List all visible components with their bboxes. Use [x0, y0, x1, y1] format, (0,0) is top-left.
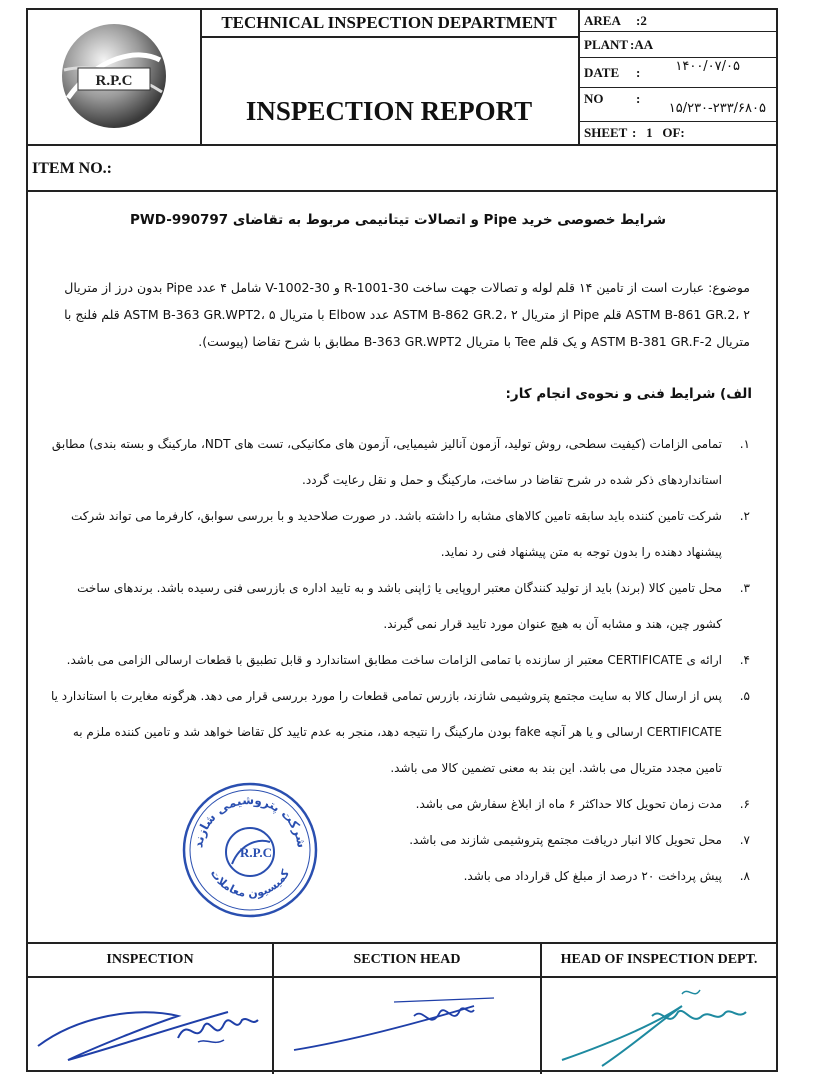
- company-stamp: [180, 780, 320, 920]
- svg-text:کمیسیون معاملات: [208, 867, 293, 900]
- document-subject: موضوع: عبارت است از تامین ۱۴ قلم لوله و تصالات جهت ساخت 30-R-1001 و 30-V-1002 شامل ۴ عدد Pipe بدون درز از متریال ASTM B-861 GR.2، ۲ قلم Pipe از متریال ASTM B-862 GR.2، ۲ عدد Elbow با متریال ASTM B-363 GR.WPT2، ۵ قلم فلنج با متریال ASTM B-381 GR.F-2 و یک قلم Tee با متریال B-363 GR.WPT2 مطابق با شرح تقاضا (پیوست).: [64, 280, 750, 349]
- conditions-list: [50, 426, 750, 894]
- stamp-outer-text: شرکت پتروشیمی شازند: [191, 792, 310, 849]
- list-item-text: ارائه ی CERTIFICATE معتبر از سازنده با تمامی الزامات ساخت مطابق استاندارد و قابل تطبیق با قطعات ارسالی الزامی می باشد.: [66, 653, 722, 667]
- svg-text:شرکت پتروشیمی شازند: [191, 793, 309, 849]
- department-title: TECHNICAL INSPECTION DEPARTMENT: [200, 10, 578, 38]
- stamp-bottom-text: کمیسیون معاملات: [207, 867, 293, 901]
- inspection-signature: [28, 976, 272, 1072]
- list-item-number: ۷.: [739, 833, 750, 847]
- meta-no-row: [578, 88, 776, 122]
- logo-text: R.P.C: [95, 73, 133, 89]
- report-title: INSPECTION REPORT: [245, 96, 533, 126]
- list-item-number: ۲.: [739, 509, 750, 523]
- no-value: ۱۵/۲۳۰-۲۳۳/۶۸۰۵: [668, 101, 766, 116]
- list-item-text: مدت زمان تحویل کالا حداکثر ۶ ماه از ابلاغ سفارش می باشد.: [415, 797, 722, 811]
- head-dept-cell: [542, 944, 776, 1074]
- inspection-cell: [28, 944, 274, 1074]
- list-item-number: ۳.: [739, 581, 750, 595]
- list-item-text: پس از ارسال کالا به سایت مجتمع پتروشیمی شازند، بازرس تمامی قطعات را مورد بررسی قرار می دهد. هرگونه مغایرت با استاندارد یا CERTIFICATE ارسالی و یا هر آنچه fake بودن مارکینگ را نتیجه دهد، منجر به عدم تایید کل تقاضا خواهد شد و تامین کننده ملزم به تامین مجدد متریال می باشد. این بند به معنی تضمین کالا می باشد.: [50, 689, 722, 775]
- inspection-label: INSPECTION: [28, 944, 272, 978]
- signature-table: [28, 942, 776, 1074]
- no-label: NO: [584, 91, 604, 106]
- section-head-label: SECTION HEAD: [274, 944, 540, 978]
- head-dept-signature: [542, 976, 776, 1072]
- stamp-center-text: R.P.C: [239, 845, 273, 860]
- date-value: ۱۴۰۰/۰۷/۰۵: [675, 59, 740, 74]
- list-item: [50, 642, 750, 678]
- list-item: [50, 426, 750, 498]
- list-item: [50, 678, 750, 786]
- plant-label: PLANT: [584, 37, 629, 52]
- head-dept-label: HEAD OF INSPECTION DEPT.: [542, 944, 776, 978]
- list-item-number: ۸.: [739, 869, 750, 883]
- list-item-text: پیش پرداخت ۲۰ درصد از مبلغ کل قرارداد می باشد.: [463, 869, 722, 883]
- document-body: [28, 190, 776, 942]
- meta-table: [578, 10, 776, 144]
- list-item-number: ۵.: [739, 689, 750, 703]
- list-item-text: محل تامین کالا (برند) باید از تولید کنندگان معتبر اروپایی یا ژاپنی باشد و به تایید اداره ی بازرسی فنی رسیده باشد. برندهای ساخت کشور چین، هند و مشابه آن به هیچ عنوان مورد تایید قرار نمی گیرند.: [77, 581, 722, 631]
- document-heading: شرایط خصوصی خرید Pipe و اتصالات تیتانیمی مربوط به تقاضای PWD-990797: [129, 212, 667, 228]
- list-item-number: ۴.: [739, 653, 750, 667]
- list-item-number: ۶.: [739, 797, 750, 811]
- plant-value: :AA: [630, 37, 654, 52]
- sheet-value: : 1 OF:: [632, 125, 685, 140]
- section-head-signature: [274, 976, 540, 1072]
- area-label: AREA: [584, 13, 621, 28]
- no-sep: :: [636, 91, 641, 106]
- section-head-cell: [274, 944, 542, 1074]
- list-item-text: شرکت تامین کننده باید سابقه تامین کالاهای مشابه را داشته باشد. در صورت صلاحدید و با بررسی سوابق، کارفرما می تواند شرکت پیشنهاد دهنده را بدون توجه به متن پیشنهاد فنی رد نماید.: [70, 509, 722, 559]
- list-item-text: تمامی الزامات (کیفیت سطحی، روش تولید، آزمون آنالیز شیمیایی، آزمون های مکانیکی، تست های NDT، مارکینگ و بسته بندی) مطابق استانداردهای ذکر شده در شرح تقاضا در ساخت، مارکینگ و حمل و نقل رعایت گردد.: [51, 437, 722, 487]
- section-title: الف) شرایط فنی و نحوه‌ی انجام کار:: [505, 386, 752, 402]
- date-label: DATE: [584, 65, 620, 80]
- report-frame: [26, 8, 778, 1072]
- report-header: [28, 10, 776, 146]
- list-item: [50, 570, 750, 642]
- sheet-label: SHEET: [584, 125, 628, 140]
- list-item: [50, 786, 750, 822]
- title-cell: [200, 10, 580, 144]
- list-item: [50, 822, 750, 858]
- list-item: [50, 858, 750, 894]
- list-item-number: ۱.: [739, 437, 750, 451]
- item-no-label: ITEM NO.:: [32, 160, 112, 177]
- meta-area-row: [578, 10, 776, 32]
- meta-sheet-row: [578, 122, 776, 144]
- logo-cell: [28, 10, 202, 144]
- list-item-text: محل تحویل کالا انبار دریافت مجتمع پتروشیمی شازند می باشد.: [409, 833, 722, 847]
- item-no-row: [28, 144, 776, 192]
- area-value: :2: [636, 13, 647, 28]
- date-sep: :: [636, 65, 641, 80]
- rpc-logo: [28, 10, 200, 144]
- list-item: [50, 498, 750, 570]
- meta-date-row: [578, 58, 776, 88]
